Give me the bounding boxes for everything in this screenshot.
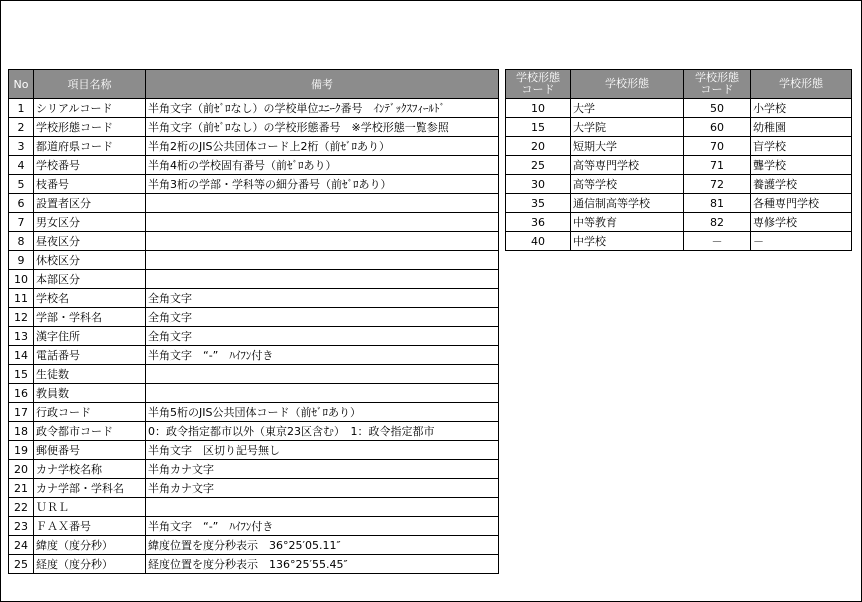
- table-row: [9, 175, 499, 194]
- row-item-name: 生徒数: [34, 365, 146, 384]
- row-item-name: 本部区分: [34, 270, 146, 289]
- type-code-1: 30: [506, 175, 571, 194]
- type-code-2: 70: [684, 137, 751, 156]
- table-row: [9, 479, 499, 498]
- row-remarks: 半角カナ文字: [146, 479, 499, 498]
- row-no: 22: [9, 498, 34, 517]
- table-row: [9, 403, 499, 422]
- row-remarks: [146, 498, 499, 517]
- table-row: [9, 517, 499, 536]
- header-type-code-2: [684, 70, 751, 99]
- row-remarks: 0：政令指定都市以外（東京23区含む） 1：政令指定都市: [146, 422, 499, 441]
- type-code-1: 15: [506, 118, 571, 137]
- row-remarks: [146, 365, 499, 384]
- row-remarks: 半角文字 区切り記号無し: [146, 441, 499, 460]
- type-name-1: 大学: [571, 99, 684, 118]
- row-no: 10: [9, 270, 34, 289]
- row-item-name: 枝番号: [34, 175, 146, 194]
- row-remarks: 半角文字 “-” ﾊｲﾌﾝ付き: [146, 346, 499, 365]
- type-code-2: －: [684, 232, 751, 251]
- table-row: [9, 441, 499, 460]
- row-no: 13: [9, 327, 34, 346]
- header-type-code-1: [506, 70, 571, 99]
- table-row: [9, 194, 499, 213]
- table-row: [506, 118, 852, 137]
- row-no: 14: [9, 346, 34, 365]
- row-item-name: 休校区分: [34, 251, 146, 270]
- row-remarks: 半角カナ文字: [146, 460, 499, 479]
- row-remarks: 緯度位置を度分秒表示 36°25′05.11″: [146, 536, 499, 555]
- row-no: 25: [9, 555, 34, 574]
- row-no: 2: [9, 118, 34, 137]
- row-item-name: 経度（度分秒）: [34, 555, 146, 574]
- table-row: [506, 175, 852, 194]
- table-row: [506, 156, 852, 175]
- type-code-2: 81: [684, 194, 751, 213]
- row-item-name: カナ学校名称: [34, 460, 146, 479]
- type-code-2: 72: [684, 175, 751, 194]
- type-name-1: 短期大学: [571, 137, 684, 156]
- row-item-name: 学校名: [34, 289, 146, 308]
- row-item-name: 男女区分: [34, 213, 146, 232]
- row-no: 21: [9, 479, 34, 498]
- row-no: 12: [9, 308, 34, 327]
- row-remarks: [146, 251, 499, 270]
- row-item-name: 学校形態コード: [34, 118, 146, 137]
- type-name-2: －: [751, 232, 852, 251]
- table-row: [9, 327, 499, 346]
- type-name-2: 幼稚園: [751, 118, 852, 137]
- header-remarks: 備考: [146, 70, 499, 99]
- table-row: [9, 384, 499, 403]
- row-item-name: 行政コード: [34, 403, 146, 422]
- row-remarks: [146, 194, 499, 213]
- row-item-name: 教員数: [34, 384, 146, 403]
- row-item-name: 昼夜区分: [34, 232, 146, 251]
- row-item-name: 学部・学科名: [34, 308, 146, 327]
- type-name-2: 小学校: [751, 99, 852, 118]
- type-code-2: 82: [684, 213, 751, 232]
- row-remarks: 半角5桁のJIS公共団体コード（前ｾﾞﾛあり）: [146, 403, 499, 422]
- table-row: [506, 213, 852, 232]
- row-no: 1: [9, 99, 34, 118]
- row-no: 15: [9, 365, 34, 384]
- type-name-1: 中等教育: [571, 213, 684, 232]
- row-item-name: 設置者区分: [34, 194, 146, 213]
- row-remarks: 全角文字: [146, 289, 499, 308]
- row-no: 6: [9, 194, 34, 213]
- type-code-2: 50: [684, 99, 751, 118]
- type-name-2: 盲学校: [751, 137, 852, 156]
- type-code-1: 20: [506, 137, 571, 156]
- type-name-2: 各種専門学校: [751, 194, 852, 213]
- row-remarks: [146, 213, 499, 232]
- table-row: [9, 232, 499, 251]
- row-item-name: 漢字住所: [34, 327, 146, 346]
- row-no: 19: [9, 441, 34, 460]
- type-code-1: 40: [506, 232, 571, 251]
- header-type-code-2-text: 学校形態 コード: [695, 71, 739, 96]
- row-no: 4: [9, 156, 34, 175]
- school-type-code-table: [505, 69, 852, 251]
- table-row: [9, 555, 499, 574]
- type-name-1: 中学校: [571, 232, 684, 251]
- row-remarks: 全角文字: [146, 327, 499, 346]
- row-no: 18: [9, 422, 34, 441]
- type-name-2: 養護学校: [751, 175, 852, 194]
- type-name-2: 専修学校: [751, 213, 852, 232]
- table-row: [506, 99, 852, 118]
- type-name-2: 聾学校: [751, 156, 852, 175]
- table-row: [9, 156, 499, 175]
- type-name-1: 高等専門学校: [571, 156, 684, 175]
- type-code-1: 25: [506, 156, 571, 175]
- row-no: 3: [9, 137, 34, 156]
- row-no: 23: [9, 517, 34, 536]
- table-row: [9, 251, 499, 270]
- row-no: 11: [9, 289, 34, 308]
- header-item-name: 項目名称: [34, 70, 146, 99]
- row-remarks: 経度位置を度分秒表示 136°25′55.45″: [146, 555, 499, 574]
- table-row: [9, 99, 499, 118]
- type-name-1: 高等学校: [571, 175, 684, 194]
- row-remarks: 半角文字 “-” ﾊｲﾌﾝ付き: [146, 517, 499, 536]
- row-remarks: 半角文字（前ｾﾞﾛなし）の学校形態番号 ※学校形態一覧参照: [146, 118, 499, 137]
- type-code-2: 71: [684, 156, 751, 175]
- table-row: [9, 270, 499, 289]
- type-code-1: 10: [506, 99, 571, 118]
- table-row: [506, 194, 852, 213]
- type-code-2: 60: [684, 118, 751, 137]
- row-remarks: [146, 232, 499, 251]
- table-row: [9, 460, 499, 479]
- table-row: [9, 213, 499, 232]
- table-row: [9, 289, 499, 308]
- table-row: [9, 536, 499, 555]
- table-row: [506, 232, 852, 251]
- row-remarks: 半角3桁の学部・学科等の細分番号（前ｾﾞﾛあり）: [146, 175, 499, 194]
- row-item-name: 電話番号: [34, 346, 146, 365]
- table-row: [9, 308, 499, 327]
- row-no: 8: [9, 232, 34, 251]
- header-type-name-2: 学校形態: [751, 70, 852, 99]
- row-no: 7: [9, 213, 34, 232]
- row-remarks: 全角文字: [146, 308, 499, 327]
- row-no: 9: [9, 251, 34, 270]
- type-code-1: 36: [506, 213, 571, 232]
- header-type-name-1: 学校形態: [571, 70, 684, 99]
- row-remarks: 半角4桁の学校固有番号（前ｾﾞﾛあり）: [146, 156, 499, 175]
- row-no: 24: [9, 536, 34, 555]
- row-item-name: 緯度（度分秒）: [34, 536, 146, 555]
- row-item-name: 政令都市コード: [34, 422, 146, 441]
- field-table-header-row: [9, 70, 499, 99]
- row-remarks: [146, 270, 499, 289]
- type-code-1: 35: [506, 194, 571, 213]
- row-item-name: ＦＡＸ番号: [34, 517, 146, 536]
- table-row: [9, 422, 499, 441]
- row-no: 20: [9, 460, 34, 479]
- row-item-name: カナ学部・学科名: [34, 479, 146, 498]
- table-row: [506, 137, 852, 156]
- table-row: [9, 118, 499, 137]
- row-item-name: ＵＲＬ: [34, 498, 146, 517]
- table-row: [9, 346, 499, 365]
- row-item-name: 都道府県コード: [34, 137, 146, 156]
- row-remarks: 半角文字（前ｾﾞﾛなし）の学校単位ﾕﾆｰｸ番号 ｲﾝﾃﾞｯｸｽﾌｨｰﾙﾄﾞ: [146, 99, 499, 118]
- field-definition-table: [8, 69, 499, 574]
- type-name-1: 大学院: [571, 118, 684, 137]
- row-no: 5: [9, 175, 34, 194]
- type-name-1: 通信制高等学校: [571, 194, 684, 213]
- row-item-name: シリアルコード: [34, 99, 146, 118]
- row-remarks: [146, 384, 499, 403]
- table-row: [9, 498, 499, 517]
- row-no: 17: [9, 403, 34, 422]
- table-row: [9, 137, 499, 156]
- table-row: [9, 365, 499, 384]
- row-no: 16: [9, 384, 34, 403]
- row-item-name: 郵便番号: [34, 441, 146, 460]
- row-item-name: 学校番号: [34, 156, 146, 175]
- code-table-header-row: [506, 70, 852, 99]
- header-type-code-1-text: 学校形態 コード: [516, 71, 560, 96]
- header-no: No: [9, 70, 34, 99]
- row-remarks: 半角2桁のJIS公共団体コード上2桁（前ｾﾞﾛあり）: [146, 137, 499, 156]
